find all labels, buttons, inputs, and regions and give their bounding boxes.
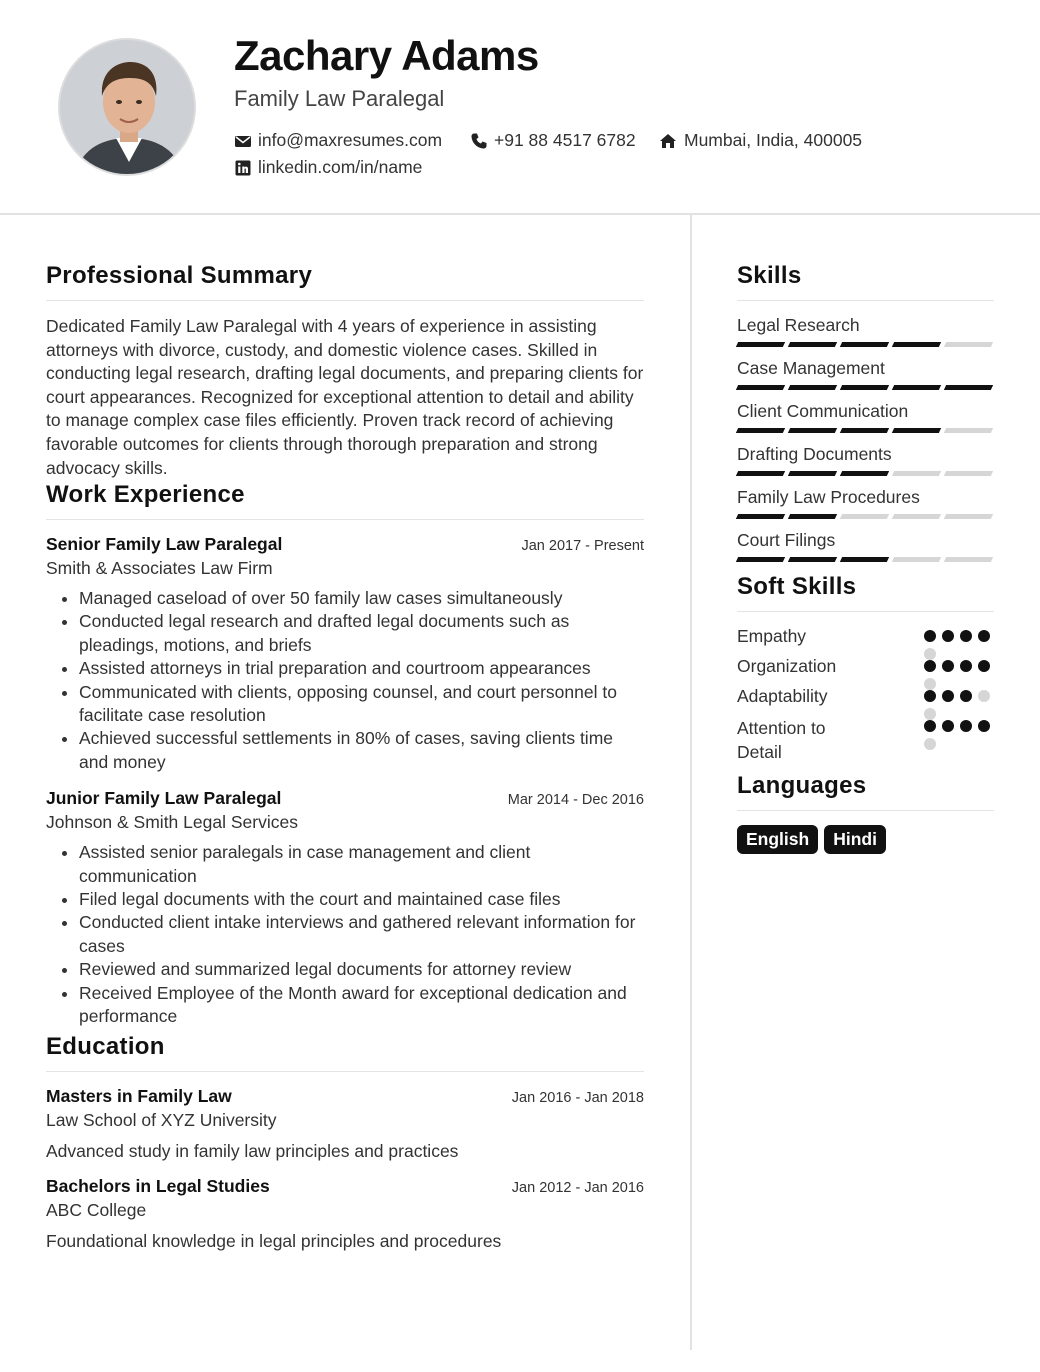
- rating-dot: [942, 690, 954, 702]
- skills-heading: Skills: [737, 262, 994, 301]
- contact-phone[interactable]: [470, 130, 636, 151]
- list-item: • Conducted client intake interviews and gathered relevant information for cases: [79, 911, 644, 958]
- skill-item: [737, 401, 994, 444]
- skill-level-segment: [840, 342, 889, 347]
- rating-dot: [924, 648, 936, 660]
- skill-level-segment: [892, 557, 941, 562]
- soft-skill-rating: [924, 630, 994, 660]
- skills-section: [737, 262, 994, 573]
- soft-skill-item: [737, 716, 994, 764]
- job-entry: [46, 788, 644, 1028]
- skill-level-segment: [840, 557, 889, 562]
- education-description: Advanced study in family law principles and practices: [46, 1141, 459, 1161]
- skill-level-segment: [736, 385, 785, 390]
- skill-level-segment: [944, 471, 993, 476]
- experience-section: [46, 481, 644, 1029]
- skill-level-bar: [737, 471, 994, 476]
- rating-dot: [942, 660, 954, 672]
- soft-skills-section: [737, 573, 994, 764]
- skill-label: Case Management: [737, 358, 885, 378]
- skill-level-segment: [892, 428, 941, 433]
- skill-level-segment: [788, 428, 837, 433]
- soft-skills-heading: Soft Skills: [737, 573, 994, 612]
- resume-header: [0, 0, 1040, 215]
- skill-level-segment: [840, 471, 889, 476]
- email-text: info@maxresumes.com: [258, 130, 443, 150]
- experience-heading: Work Experience: [46, 481, 644, 520]
- skill-item: [737, 358, 994, 401]
- skill-level-segment: [944, 385, 993, 390]
- rating-dot: [924, 708, 936, 720]
- soft-skill-label: Empathy: [737, 626, 807, 646]
- soft-skill-label: Adaptability: [737, 686, 828, 706]
- skill-label: Family Law Procedures: [737, 487, 920, 507]
- languages-section: [737, 772, 994, 854]
- rating-dot: [924, 660, 936, 672]
- rating-dot: [960, 630, 972, 642]
- skill-label: Drafting Documents: [737, 444, 892, 464]
- soft-skill-item: [737, 626, 994, 656]
- phone-text: +91 88 4517 6782: [494, 130, 636, 150]
- job-company: Smith & Associates Law Firm: [46, 558, 273, 578]
- soft-skills-list: [737, 626, 994, 764]
- language-badge: English: [737, 825, 818, 854]
- skills-list: [737, 315, 994, 573]
- list-item: • Reviewed and summarized legal documents for attorney review: [79, 958, 644, 981]
- skill-level-bar: [737, 514, 994, 519]
- rating-dot: [960, 690, 972, 702]
- soft-skill-rating: [924, 720, 994, 750]
- language-badge: Hindi: [824, 825, 886, 854]
- education-date: Jan 2016 - Jan 2018: [511, 1090, 644, 1106]
- school-name: Law School of XYZ University: [46, 1110, 277, 1130]
- rating-dot: [978, 660, 990, 672]
- degree-title: Masters in Family Law: [46, 1086, 232, 1106]
- education-entry: [46, 1086, 644, 1162]
- list-item: • Received Employee of the Month award for exceptional dedication and performance: [79, 982, 644, 1029]
- candidate-name: Zachary Adams: [234, 32, 539, 79]
- education-date: Jan 2012 - Jan 2016: [511, 1180, 644, 1196]
- summary-section: [46, 262, 644, 480]
- language-tags: [737, 825, 994, 854]
- linkedin-icon: [234, 159, 252, 177]
- rating-dot: [924, 738, 936, 750]
- envelope-icon: [234, 132, 252, 150]
- soft-skill-rating: [924, 690, 994, 720]
- list-item: • Assisted senior paralegals in case management and client communication: [79, 841, 644, 888]
- skill-level-bar: [737, 385, 994, 390]
- soft-skill-item: [737, 686, 994, 716]
- soft-skill-label: Attention to Detail: [737, 718, 826, 762]
- skill-label: Court Filings: [737, 530, 836, 550]
- skill-level-segment: [736, 557, 785, 562]
- list-item: • Communicated with clients, opposing counsel, and court personnel to facilitate case resolution: [79, 681, 644, 728]
- job-date: Jan 2017 - Present: [521, 538, 644, 554]
- skill-level-segment: [892, 385, 941, 390]
- skill-level-segment: [788, 385, 837, 390]
- skill-label: Client Communication: [737, 401, 909, 421]
- job-bullets: [79, 587, 644, 774]
- skill-level-segment: [788, 514, 837, 519]
- profile-photo: [58, 38, 196, 176]
- skill-level-segment: [736, 342, 785, 347]
- rating-dot: [924, 720, 936, 732]
- summary-heading: Professional Summary: [46, 262, 644, 301]
- person-portrait-icon: [60, 40, 196, 176]
- job-title: Junior Family Law Paralegal: [46, 788, 282, 809]
- rating-dot: [924, 690, 936, 702]
- rating-dot: [978, 720, 990, 732]
- summary-text: Dedicated Family Law Paralegal with 4 years of experience in assisting attorneys with divorce, custody, and domestic violence cases. Skilled in conducting legal research, drafting legal documents, and preparing clients for court appearances. Recognized for exceptional attention to detail and ability to manage complex case files efficiently. Proven track record of achieving favorable outcomes for clients through thorough preparation and strong advocacy skills.: [46, 316, 644, 478]
- skill-level-segment: [788, 471, 837, 476]
- list-item: • Achieved successful settlements in 80% of cases, saving clients time and money: [79, 727, 644, 774]
- languages-heading: Languages: [737, 772, 994, 811]
- column-divider: [690, 215, 692, 1350]
- skill-level-segment: [944, 557, 993, 562]
- skill-level-segment: [892, 514, 941, 519]
- education-section: [46, 1033, 644, 1252]
- skill-level-segment: [736, 514, 785, 519]
- soft-skill-rating: [924, 660, 994, 690]
- list-item: • Filed legal documents with the court and maintained case files: [79, 888, 644, 911]
- skill-level-bar: [737, 342, 994, 347]
- candidate-title: Family Law Paralegal: [234, 86, 445, 111]
- rating-dot: [960, 720, 972, 732]
- job-date: Mar 2014 - Dec 2016: [507, 792, 644, 809]
- job-company: Johnson & Smith Legal Services: [46, 812, 298, 833]
- rating-dot: [978, 690, 990, 702]
- soft-skill-label: Organization: [737, 656, 837, 676]
- skill-level-segment: [944, 428, 993, 433]
- rating-dot: [942, 720, 954, 732]
- contact-email[interactable]: [234, 130, 442, 151]
- rating-dot: [924, 678, 936, 690]
- rating-dot: [924, 630, 936, 642]
- skill-level-segment: [944, 514, 993, 519]
- education-heading: Education: [46, 1033, 644, 1072]
- skill-item: [737, 315, 994, 358]
- rating-dot: [960, 660, 972, 672]
- contact-location: [658, 130, 862, 151]
- home-icon: [658, 132, 678, 150]
- job-title: Senior Family Law Paralegal: [46, 534, 283, 554]
- skill-level-segment: [736, 428, 785, 433]
- skill-level-segment: [892, 342, 941, 347]
- skill-level-segment: [840, 385, 889, 390]
- education-entry: [46, 1176, 644, 1252]
- list-item: • Assisted attorneys in trial preparation and courtroom appearances: [79, 657, 644, 680]
- job-entry: [46, 534, 644, 774]
- skill-level-segment: [840, 514, 889, 519]
- skill-label: Legal Research: [737, 315, 860, 335]
- location-text: Mumbai, India, 400005: [684, 130, 863, 150]
- contact-linkedin[interactable]: [234, 157, 422, 178]
- list-item: • Conducted legal research and drafted legal documents such as pleadings, motions, and briefs: [79, 610, 644, 657]
- education-description: Foundational knowledge in legal principles and procedures: [46, 1231, 502, 1251]
- job-bullets: [79, 841, 644, 1028]
- school-name: ABC College: [46, 1200, 147, 1220]
- skill-item: [737, 487, 994, 530]
- skill-level-segment: [788, 557, 837, 562]
- soft-skill-item: [737, 656, 994, 686]
- skill-level-bar: [737, 557, 994, 562]
- degree-title: Bachelors in Legal Studies: [46, 1176, 270, 1196]
- rating-dot: [978, 630, 990, 642]
- skill-level-segment: [788, 342, 837, 347]
- rating-dot: [942, 630, 954, 642]
- skill-item: [737, 530, 994, 573]
- linkedin-text: linkedin.com/in/name: [258, 157, 423, 177]
- skill-level-segment: [840, 428, 889, 433]
- phone-icon: [470, 132, 488, 150]
- skill-item: [737, 444, 994, 487]
- skill-level-segment: [944, 342, 993, 347]
- skill-level-segment: [892, 471, 941, 476]
- skill-level-segment: [736, 471, 785, 476]
- list-item: • Managed caseload of over 50 family law cases simultaneously: [79, 587, 644, 610]
- skill-level-bar: [737, 428, 994, 433]
